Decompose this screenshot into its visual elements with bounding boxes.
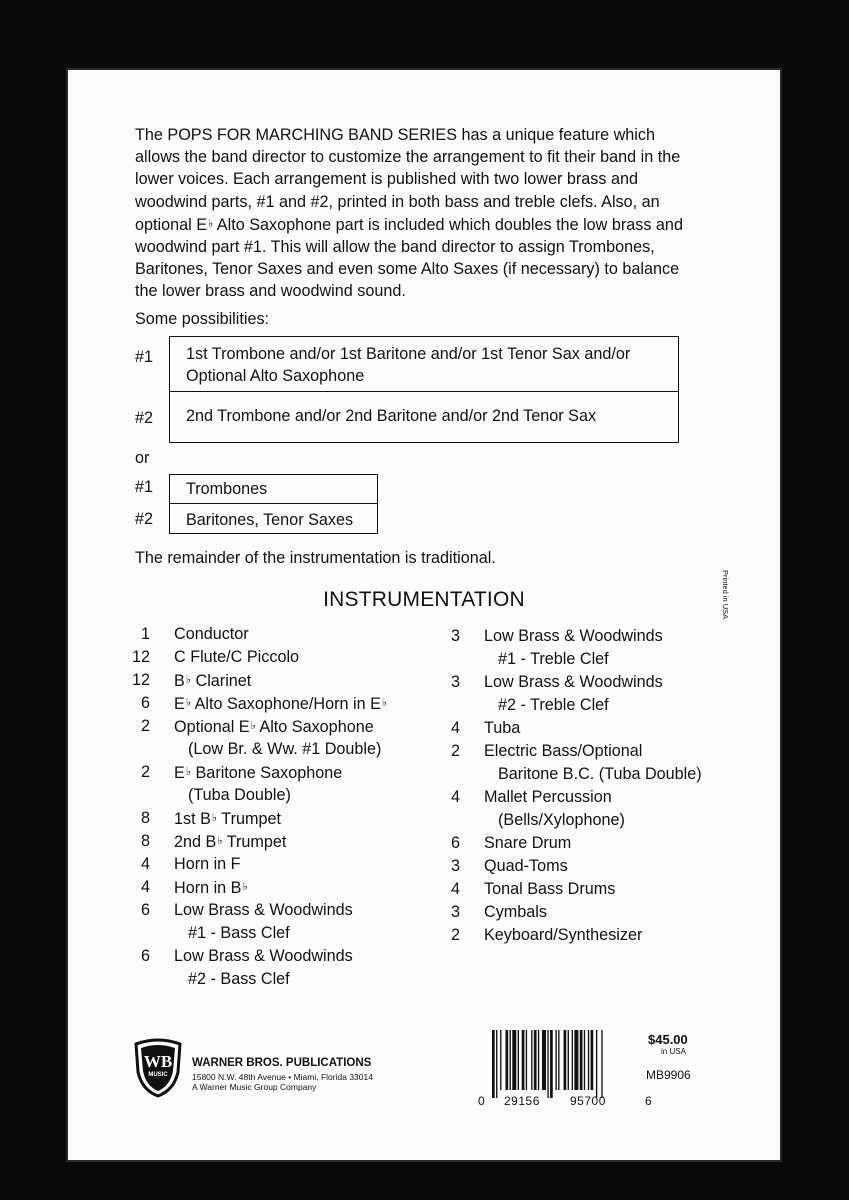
option-a-num-2: #2 xyxy=(135,409,154,427)
intro-line: lower voices. Each arrangement is published with two lower brass and xyxy=(135,170,638,189)
right-instrument-quantity: 6 xyxy=(450,834,460,852)
right-instrument-instrument: Cymbals xyxy=(484,903,547,921)
barcode-bar xyxy=(526,1030,527,1090)
instrumentation-title: INSTRUMENTATION xyxy=(323,588,525,611)
barcode-bar xyxy=(538,1030,539,1090)
barcode-bar xyxy=(512,1030,516,1090)
barcode-bar xyxy=(534,1030,537,1090)
left-instrument-instrument: Low Brass & Woodwinds xyxy=(174,901,353,919)
left-instrument-quantity: 6 xyxy=(140,901,150,919)
left-instrument-quantity: 1 xyxy=(140,625,150,643)
left-instrument-instrument: 2nd B♭ Trumpet xyxy=(174,833,287,851)
right-instrument-instrument: Snare Drum xyxy=(484,834,572,852)
price: $45.00 xyxy=(648,1032,688,1047)
option-b-num-1: #1 xyxy=(135,478,154,496)
left-instrument-quantity: 2 xyxy=(140,717,150,735)
right-instrument-quantity: 2 xyxy=(450,742,460,760)
barcode-bar xyxy=(588,1030,589,1090)
left-instrument-instrument: #1 - Bass Clef xyxy=(188,924,290,942)
barcode-bar xyxy=(522,1030,525,1090)
barcode-bar xyxy=(550,1030,553,1098)
option-a-row-2-line-1: 2nd Trombone and/or 2nd Baritone and/or 2nd Tenor Sax xyxy=(186,407,597,425)
barcode-bar xyxy=(531,1030,532,1090)
left-instrument-instrument: #2 - Bass Clef xyxy=(188,970,290,988)
right-instrument-instrument: Tonal Bass Drums xyxy=(484,880,616,898)
publisher-address: 15800 N.W. 48th Avenue • Miami, Florida 33014 xyxy=(192,1072,373,1082)
left-instrument-instrument: Optional E♭ Alto Saxophone xyxy=(174,718,374,736)
barcode-bar xyxy=(601,1030,602,1098)
barcode-group-2: 95700 xyxy=(570,1094,606,1108)
remainder-text: The remainder of the instrumentation is traditional. xyxy=(135,549,496,567)
option-a-table xyxy=(169,336,679,443)
barcode-bar xyxy=(518,1030,519,1090)
right-instrument-instrument: #2 - Treble Clef xyxy=(498,696,609,714)
barcode-bar xyxy=(564,1030,567,1090)
left-instrument-quantity: 8 xyxy=(140,809,150,827)
right-instrument-quantity: 4 xyxy=(450,788,460,806)
option-a-num-1: #1 xyxy=(135,348,154,366)
option-b-divider xyxy=(170,503,377,504)
left-instrument-quantity: 12 xyxy=(131,671,150,689)
barcode-group-1: 29156 xyxy=(504,1094,540,1108)
price-note: in USA xyxy=(661,1047,686,1056)
option-b-num-2: #2 xyxy=(135,510,154,528)
left-instrument-quantity: 12 xyxy=(131,648,150,666)
publisher-name: WARNER BROS. PUBLICATIONS xyxy=(192,1057,372,1069)
option-a-divider xyxy=(170,391,678,392)
left-instrument-instrument: Low Brass & Woodwinds xyxy=(174,947,353,965)
left-instrument-instrument: C Flute/C Piccolo xyxy=(174,648,300,666)
barcode xyxy=(478,1030,652,1110)
right-instrument-instrument: Keyboard/Synthesizer xyxy=(484,926,643,944)
left-instrument-instrument: (Low Br. & Ww. #1 Double) xyxy=(188,740,382,758)
possibilities-label: Some possibilities: xyxy=(135,310,270,328)
publisher-company: A Warner Music Group Company xyxy=(192,1082,317,1092)
left-instrument-instrument: Conductor xyxy=(174,625,249,643)
intro-line: woodwind part #1. This will allow the band director to assign Trombones, xyxy=(135,238,655,257)
barcode-bar xyxy=(542,1030,546,1090)
left-instrument-instrument: (Tuba Double) xyxy=(188,786,291,804)
right-instrument-instrument: Quad-Toms xyxy=(484,857,568,875)
right-instrument-instrument: Mallet Percussion xyxy=(484,788,612,806)
left-instrument-quantity: 8 xyxy=(140,832,150,850)
barcode-left-digit: 0 xyxy=(478,1094,485,1108)
barcode-bar xyxy=(574,1030,578,1090)
left-instrument-quantity: 4 xyxy=(140,878,150,896)
barcode-bar xyxy=(500,1030,501,1090)
barcode-bar xyxy=(568,1030,569,1090)
back-cover-page xyxy=(68,70,780,1160)
left-instrument-instrument: E♭ Baritone Saxophone xyxy=(174,764,343,782)
barcode-bar xyxy=(506,1030,509,1090)
barcode-bar xyxy=(584,1030,585,1090)
right-instrument-instrument: Baritone B.C. (Tuba Double) xyxy=(498,765,702,783)
option-a-row-1-line-2: Optional Alto Saxophone xyxy=(186,367,365,385)
or-label: or xyxy=(135,449,150,467)
barcode-bar xyxy=(572,1030,573,1090)
barcode-bar xyxy=(492,1030,495,1098)
intro-line: The POPS FOR MARCHING BAND SERIES has a unique feature which xyxy=(135,126,655,144)
intro-line: optional E♭ Alto Saxophone part is included which doubles the low brass and xyxy=(135,215,683,234)
barcode-bars xyxy=(492,1030,642,1100)
wb-logo-subtext: MUSIC xyxy=(148,1072,168,1078)
left-instrument-quantity: 6 xyxy=(140,694,150,712)
right-instrument-quantity: 4 xyxy=(450,719,460,737)
left-instrument-instrument: Horn in F xyxy=(174,855,241,873)
barcode-bar xyxy=(496,1030,497,1098)
left-instrument-instrument: E♭ Alto Saxophone/Horn in E♭ xyxy=(174,695,388,713)
right-instrument-instrument: Low Brass & Woodwinds xyxy=(484,673,663,691)
wb-logo-text: WB xyxy=(143,1052,173,1071)
left-instrument-quantity: 2 xyxy=(140,763,150,781)
wb-shield-logo xyxy=(132,1038,184,1098)
left-instrument-instrument: Horn in B♭ xyxy=(174,879,248,897)
left-instrument-quantity: 4 xyxy=(140,855,150,873)
intro-line: Baritones, Tenor Saxes and even some Alto Saxes (if necessary) to balance xyxy=(135,260,680,279)
right-instrument-quantity: 2 xyxy=(450,926,460,944)
left-instrument-instrument: 1st B♭ Trumpet xyxy=(174,810,281,828)
right-instrument-quantity: 3 xyxy=(450,857,460,875)
option-a-row-1-line-1: 1st Trombone and/or 1st Baritone and/or 1st Tenor Sax and/or xyxy=(186,345,631,363)
barcode-bar xyxy=(591,1030,594,1090)
barcode-bar xyxy=(558,1030,559,1090)
barcode-bar xyxy=(596,1030,597,1098)
barcode-bar xyxy=(547,1030,548,1098)
catalog-number: MB9906 xyxy=(646,1068,691,1082)
barcode-bar xyxy=(580,1030,583,1090)
right-instrument-instrument: Low Brass & Woodwinds xyxy=(484,627,663,645)
barcode-bar xyxy=(510,1030,511,1090)
printed-in-label: Printed in USA xyxy=(721,570,730,620)
option-b-table xyxy=(169,474,378,534)
right-instrument-instrument: #1 - Treble Clef xyxy=(498,650,609,668)
instrumentation-left-column xyxy=(126,623,426,993)
right-instrument-instrument: (Bells/Xylophone) xyxy=(498,811,625,829)
right-instrument-instrument: Tuba xyxy=(484,719,521,737)
right-instrument-quantity: 3 xyxy=(450,627,460,645)
intro-line: allows the band director to customize the arrangement to fit their band in the xyxy=(135,148,681,167)
right-instrument-quantity: 4 xyxy=(450,880,460,898)
right-instrument-quantity: 3 xyxy=(450,903,460,921)
right-instrument-instrument: Electric Bass/Optional xyxy=(484,742,643,760)
right-instrument-quantity: 3 xyxy=(450,673,460,691)
left-instrument-quantity: 6 xyxy=(140,947,150,965)
intro-line: the lower brass and woodwind sound. xyxy=(135,282,406,301)
intro-paragraph xyxy=(135,124,735,303)
left-instrument-instrument: B♭ Clarinet xyxy=(174,672,252,690)
intro-line: woodwind parts, #1 and #2, printed in both bass and treble clefs. Also, an xyxy=(135,192,660,211)
barcode-bar xyxy=(555,1030,556,1090)
barcode-right-digit: 6 xyxy=(645,1094,652,1108)
option-b-row-1: Trombones xyxy=(186,480,268,498)
option-b-row-2: Baritones, Tenor Saxes xyxy=(186,511,354,529)
instrumentation-right-column xyxy=(436,625,736,945)
